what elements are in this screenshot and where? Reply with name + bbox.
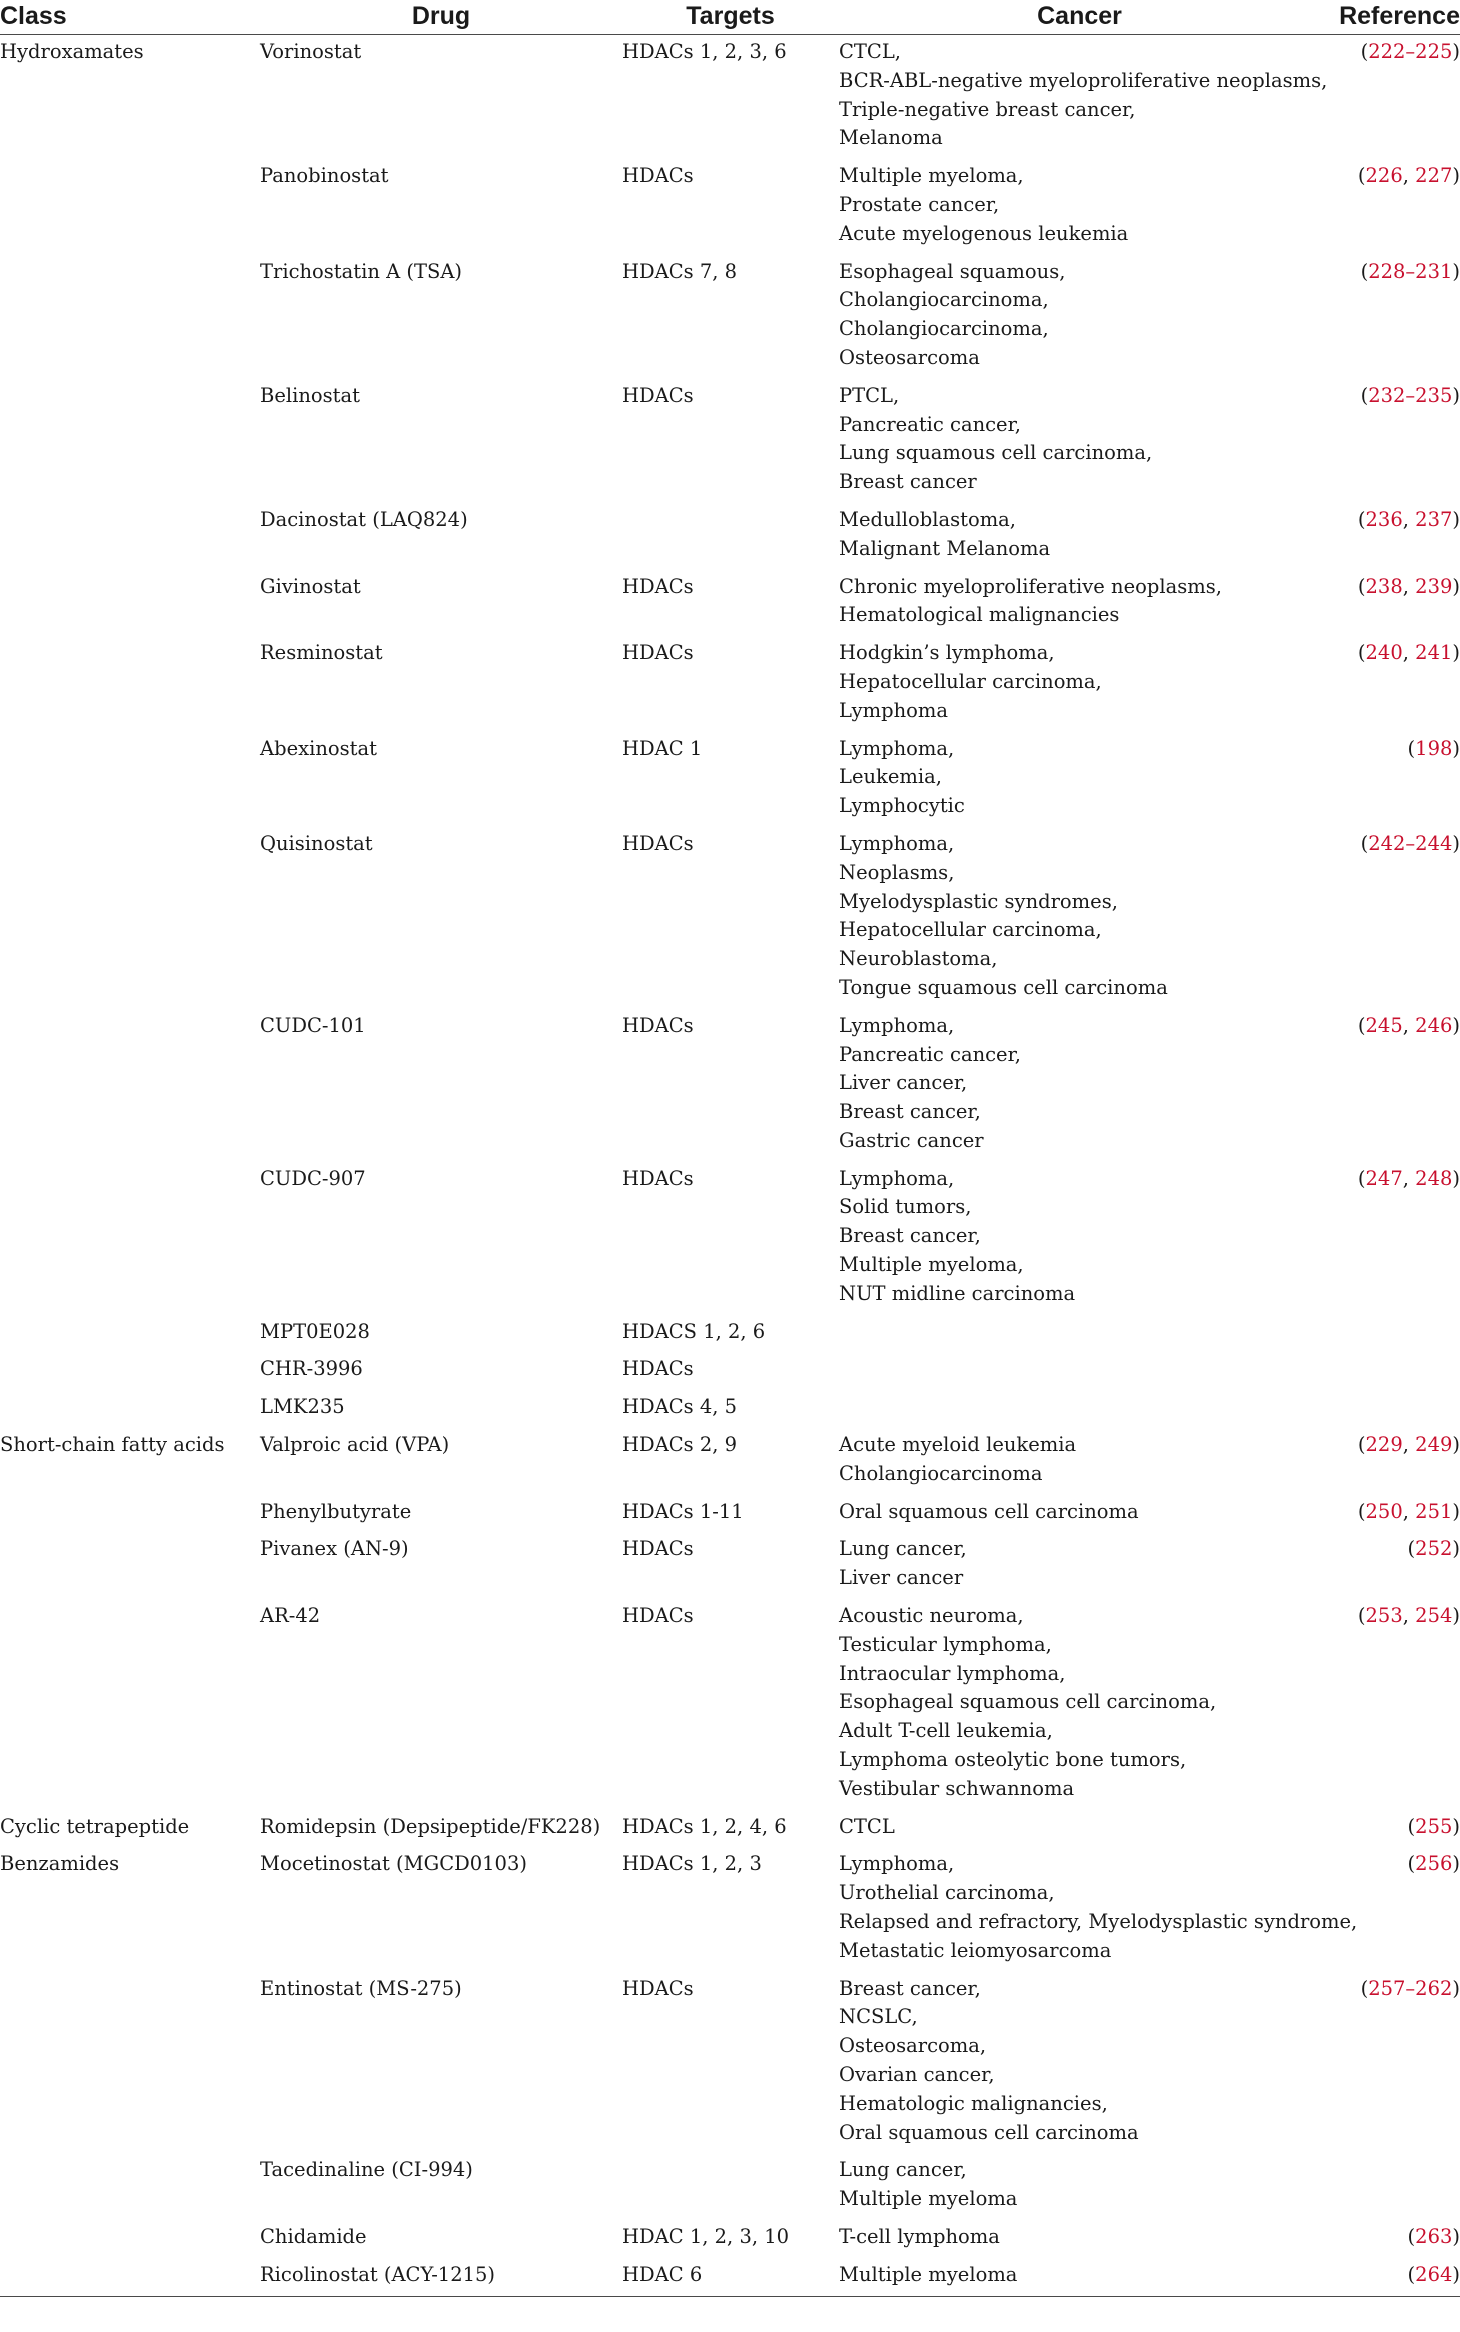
cell-class	[0, 732, 260, 827]
cell-class	[0, 2153, 260, 2220]
reference-close-paren: )	[1452, 641, 1460, 665]
reference-close-paren: )	[1452, 1499, 1460, 1523]
cell-class	[0, 1009, 260, 1162]
cell-cancer	[839, 503, 1320, 570]
reference-link[interactable]: 248	[1415, 1166, 1453, 1190]
cell-cancer	[839, 1009, 1320, 1162]
cell-cancer	[839, 1352, 1320, 1390]
cancer-entry: Tongue squamous cell carcinoma	[839, 975, 1168, 999]
reference-separator: ,	[1402, 1499, 1416, 1523]
cell-cancer	[839, 1532, 1320, 1599]
cell-cancer	[839, 159, 1320, 254]
reference-link[interactable]: 245	[1365, 1013, 1403, 1037]
cancer-entry: Liver cancer	[839, 1566, 964, 1590]
cancer-entry: Oral squamous cell carcinoma	[839, 1499, 1139, 1523]
table-row	[0, 1495, 1460, 1533]
cell-drug: Valproic acid (VPA)	[260, 1433, 450, 1457]
table-row	[0, 1972, 1460, 2154]
reference-close-paren: )	[1452, 259, 1460, 283]
reference-open-paren: (	[1357, 507, 1366, 531]
reference-open-paren: (	[1360, 831, 1369, 855]
cell-targets	[622, 503, 839, 570]
table-row	[0, 732, 1460, 827]
cancer-entry: Breast cancer	[839, 470, 977, 494]
cell-class	[0, 1390, 260, 1428]
cell-class	[0, 2220, 260, 2258]
reference-close-paren: )	[1452, 1604, 1460, 1628]
reference-open-paren: (	[1407, 736, 1416, 760]
table-row	[0, 159, 1460, 254]
cell-cancer	[839, 35, 1328, 160]
cancer-entry: Osteosarcoma,	[839, 2034, 987, 2058]
cell-cancer	[839, 379, 1320, 503]
reference-link[interactable]: 198	[1415, 736, 1453, 760]
reference-open-paren: (	[1407, 2224, 1416, 2248]
cancer-entry: Neoplasms,	[839, 860, 955, 884]
reference-link[interactable]: 246	[1415, 1013, 1453, 1037]
reference-open-paren: (	[1360, 40, 1369, 63]
reference-open-paren: (	[1407, 2262, 1416, 2286]
cell-drug: Resminostat	[260, 641, 383, 665]
cell-targets: HDACs 1, 2, 4, 6	[622, 1814, 787, 1838]
header-class: Class	[0, 0, 260, 35]
cell-drug: Panobinostat	[260, 164, 389, 188]
reference-open-paren: (	[1357, 1166, 1366, 1190]
cancer-entry: Cholangiocarcinoma,	[839, 317, 1049, 341]
cell-targets: HDACS 1, 2, 6	[622, 1319, 766, 1343]
cell-drug: Romidepsin (Depsipeptide/FK228)	[260, 1814, 601, 1838]
cell-drug: CUDC-101	[260, 1013, 366, 1037]
cell-class: Hydroxamates	[0, 40, 144, 63]
cancer-entry: Prostate cancer,	[839, 192, 1000, 216]
cancer-entry: Urothelial carcinoma,	[839, 1881, 1055, 1905]
cell-cancer	[839, 636, 1320, 731]
table-row	[0, 379, 1460, 503]
reference-link[interactable]: 226	[1365, 164, 1403, 188]
cell-class	[0, 1162, 260, 1315]
cancer-entry: Lymphoma,	[839, 736, 955, 760]
cell-class	[0, 503, 260, 570]
cancer-entry: Multiple myeloma,	[839, 1253, 1024, 1277]
table-row	[0, 1390, 1460, 1428]
reference-link[interactable]: 239	[1415, 574, 1453, 598]
cell-reference	[1320, 1810, 1460, 1848]
cell-targets: HDACs	[622, 1604, 694, 1628]
cancer-entry: Oral squamous cell carcinoma	[839, 2120, 1139, 2144]
reference-open-paren: (	[1357, 1604, 1366, 1628]
table-row	[0, 1847, 1460, 1971]
cell-reference	[1320, 1495, 1460, 1533]
cancer-entry: Hodgkin’s lymphoma,	[839, 641, 1055, 665]
cell-reference	[1320, 1390, 1460, 1428]
cancer-entry: Breast cancer,	[839, 1100, 981, 1124]
cancer-entry: Pancreatic cancer,	[839, 412, 1021, 436]
reference-close-paren: )	[1452, 2262, 1460, 2286]
table-row	[0, 255, 1460, 379]
cell-targets	[622, 2153, 839, 2220]
cell-drug: Vorinostat	[260, 40, 362, 63]
table-header	[0, 0, 1460, 35]
cancer-entry: Cholangiocarcinoma	[839, 1461, 1043, 1485]
cell-cancer	[839, 255, 1320, 379]
cell-reference	[1320, 1315, 1460, 1353]
reference-open-paren: (	[1360, 259, 1369, 283]
reference-open-paren: (	[1360, 1976, 1369, 2000]
cell-cancer	[839, 2153, 1320, 2220]
reference-link[interactable]: 227	[1415, 164, 1453, 188]
reference-link[interactable]: 250	[1365, 1499, 1403, 1523]
cell-drug: Tacedinaline (CI-994)	[260, 2158, 473, 2182]
cell-drug: Quisinostat	[260, 831, 373, 855]
cell-targets: HDACs	[622, 1166, 694, 1190]
cell-targets: HDACs 7, 8	[622, 259, 738, 283]
cell-reference	[1320, 2220, 1460, 2258]
table-row	[0, 503, 1460, 570]
cell-class	[0, 1495, 260, 1533]
cell-reference	[1320, 570, 1460, 637]
cell-cancer	[839, 1599, 1320, 1810]
table-row	[0, 827, 1460, 1009]
cell-cancer	[839, 1390, 1320, 1428]
cell-class	[0, 636, 260, 731]
cell-drug: MPT0E028	[260, 1319, 370, 1343]
cell-class: Cyclic tetrapeptide	[0, 1814, 190, 1838]
reference-close-paren: )	[1452, 383, 1460, 407]
table-row	[0, 1599, 1460, 1810]
reference-open-paren: (	[1357, 164, 1366, 188]
cancer-entry: Liver cancer,	[839, 1071, 968, 1095]
cell-reference	[1320, 1162, 1460, 1315]
reference-link[interactable]: 247	[1365, 1166, 1403, 1190]
table-row	[0, 1162, 1460, 1315]
reference-link[interactable]: 229	[1365, 1433, 1403, 1457]
table-row	[0, 570, 1460, 637]
cancer-entry: Pancreatic cancer,	[839, 1042, 1021, 1066]
cell-reference	[1320, 636, 1460, 731]
reference-separator: ,	[1402, 574, 1416, 598]
cell-cancer	[839, 1972, 1320, 2154]
cancer-entry: Hepatocellular carcinoma,	[839, 669, 1102, 693]
cell-drug: Entinostat (MS-275)	[260, 1976, 462, 2000]
cell-cancer	[839, 2220, 1320, 2258]
reference-close-paren: )	[1452, 1537, 1460, 1561]
reference-link[interactable]: 263	[1415, 2224, 1453, 2248]
cancer-entry: Esophageal squamous,	[839, 259, 1066, 283]
reference-link[interactable]: 252	[1415, 1537, 1453, 1561]
cell-reference	[1320, 1599, 1460, 1810]
cell-targets: HDACs 4, 5	[622, 1395, 738, 1419]
cancer-entry: Hematologic malignancies,	[839, 2091, 1108, 2115]
table-row	[0, 2220, 1460, 2258]
cancer-entry: Gastric cancer	[839, 1128, 984, 1152]
reference-separator: ,	[1402, 1166, 1416, 1190]
reference-close-paren: )	[1452, 507, 1460, 531]
reference-link[interactable]: 236	[1365, 507, 1403, 531]
cell-class	[0, 379, 260, 503]
cell-cancer	[839, 1428, 1320, 1495]
cell-targets: HDAC 1, 2, 3, 10	[622, 2224, 790, 2248]
table-row	[0, 2258, 1460, 2296]
reference-link[interactable]: 240	[1365, 641, 1403, 665]
cancer-entry: Multiple myeloma,	[839, 164, 1024, 188]
cell-reference	[1320, 159, 1460, 254]
cancer-entry: Lymphoma,	[839, 1013, 955, 1037]
cell-drug: Belinostat	[260, 383, 360, 407]
reference-separator: ,	[1402, 164, 1416, 188]
cancer-entry: Esophageal squamous cell carcinoma,	[839, 1690, 1217, 1714]
cell-drug: Phenylbutyrate	[260, 1499, 412, 1523]
header-row	[0, 0, 1460, 35]
reference-link[interactable]: 242–244	[1368, 831, 1453, 855]
cell-reference	[1320, 1428, 1460, 1495]
reference-link[interactable]: 253	[1365, 1604, 1403, 1628]
cell-reference	[1320, 1352, 1460, 1390]
cell-drug: Givinostat	[260, 574, 361, 598]
cell-drug: Trichostatin A (TSA)	[260, 259, 463, 283]
cell-reference	[1320, 1532, 1460, 1599]
cancer-entry: CTCL,	[839, 40, 901, 63]
cancer-entry: Relapsed and refractory, Myelodysplastic syndrome,	[839, 1910, 1358, 1934]
cancer-entry: Myelodysplastic syndromes,	[839, 889, 1118, 913]
reference-separator: ,	[1402, 641, 1416, 665]
cancer-entry: Lymphocytic	[839, 794, 965, 818]
reference-open-paren: (	[1407, 1537, 1416, 1561]
reference-link[interactable]: 255	[1415, 1814, 1453, 1838]
cell-drug: Pivanex (AN-9)	[260, 1537, 409, 1561]
cell-class	[0, 1972, 260, 2154]
cancer-entry: BCR-ABL-negative myeloproliferative neoplasms,	[839, 68, 1328, 92]
cell-targets: HDACs	[622, 641, 694, 665]
reference-open-paren: (	[1407, 1852, 1416, 1876]
cancer-entry: Neuroblastoma,	[839, 947, 998, 971]
cancer-entry: Breast cancer,	[839, 1976, 981, 2000]
cancer-entry: Multiple myeloma	[839, 2187, 1018, 2211]
cell-targets: HDACs 1, 2, 3, 6	[622, 40, 787, 63]
cancer-entry: CTCL	[839, 1814, 895, 1838]
cancer-entry: NCSLC,	[839, 2005, 918, 2029]
cell-targets: HDACs	[622, 164, 694, 188]
cell-reference	[1320, 732, 1460, 827]
cancer-entry: Acoustic neuroma,	[839, 1604, 1024, 1628]
cell-targets: HDACs	[622, 831, 694, 855]
cancer-entry: Lung cancer,	[839, 1537, 967, 1561]
cancer-entry: NUT midline carcinoma	[839, 1281, 1076, 1305]
cell-targets: HDACs	[622, 1537, 694, 1561]
header-reference: Reference	[1320, 0, 1460, 35]
reference-link[interactable]: 251	[1415, 1499, 1453, 1523]
header-drug: Drug	[260, 0, 622, 35]
table-row	[0, 1532, 1460, 1599]
reference-separator: ,	[1402, 1604, 1416, 1628]
cell-drug: AR-42	[260, 1604, 321, 1628]
cancer-entry: Lymphoma,	[839, 1852, 955, 1876]
cancer-entry: Lymphoma	[839, 698, 949, 722]
cancer-entry: Melanoma	[839, 126, 943, 150]
cell-cancer	[839, 827, 1320, 1009]
reference-close-paren: )	[1452, 1814, 1460, 1838]
cancer-entry: Acute myelogenous leukemia	[839, 221, 1129, 245]
cell-cancer	[839, 2258, 1320, 2296]
reference-open-paren: (	[1360, 383, 1369, 407]
table-row	[0, 35, 1460, 160]
cell-class	[0, 2258, 260, 2296]
cell-reference	[1320, 35, 1460, 160]
cell-targets: HDAC 1	[622, 736, 703, 760]
cancer-entry: Triple-negative breast cancer,	[839, 97, 1136, 121]
cancer-entry: Breast cancer,	[839, 1224, 981, 1248]
cell-cancer	[839, 1315, 1320, 1353]
reference-link[interactable]: 249	[1415, 1433, 1453, 1457]
reference-link[interactable]: 232–235	[1368, 383, 1453, 407]
reference-link[interactable]: 264	[1415, 2262, 1453, 2286]
reference-close-paren: )	[1452, 1433, 1460, 1457]
table-row	[0, 2153, 1460, 2220]
reference-open-paren: (	[1357, 1433, 1366, 1457]
table-row	[0, 636, 1460, 731]
reference-link[interactable]: 257–262	[1368, 1976, 1453, 2000]
cell-targets: HDACs 2, 9	[622, 1433, 738, 1457]
cancer-entry: Lymphoma,	[839, 1166, 955, 1190]
cell-class	[0, 1315, 260, 1353]
cell-cancer	[839, 1162, 1320, 1315]
cancer-entry: Ovarian cancer,	[839, 2063, 995, 2086]
cell-class	[0, 827, 260, 1009]
cell-class: Short-chain fatty acids	[0, 1433, 225, 1457]
header-cancer: Cancer	[839, 0, 1320, 35]
cancer-entry: Chronic myeloproliferative neoplasms,	[839, 574, 1222, 598]
reference-close-paren: )	[1452, 1013, 1460, 1037]
reference-open-paren: (	[1357, 641, 1366, 665]
reference-separator: ,	[1402, 1433, 1416, 1457]
reference-close-paren: )	[1452, 164, 1460, 188]
reference-link[interactable]: 254	[1415, 1604, 1453, 1628]
cell-cancer	[839, 1495, 1320, 1533]
reference-close-paren: )	[1452, 1852, 1460, 1876]
cell-targets: HDACs	[622, 1013, 694, 1037]
reference-open-paren: (	[1357, 1499, 1366, 1523]
reference-close-paren: )	[1452, 40, 1460, 63]
cell-reference	[1320, 255, 1460, 379]
cell-class: Benzamides	[0, 1852, 120, 1876]
reference-separator: ,	[1402, 1013, 1416, 1037]
cell-class	[0, 1532, 260, 1599]
cell-targets: HDACs	[622, 383, 694, 407]
cell-reference	[1320, 503, 1460, 570]
cell-reference	[1320, 1972, 1460, 2154]
table-row	[0, 1810, 1460, 1848]
table-row	[0, 1315, 1460, 1353]
table-row	[0, 1009, 1460, 1162]
cancer-entry: Acute myeloid leukemia	[839, 1433, 1077, 1457]
cancer-entry: Lung squamous cell carcinoma,	[839, 441, 1153, 465]
cancer-entry: Multiple myeloma	[839, 2262, 1018, 2286]
cell-cancer	[839, 570, 1320, 637]
cell-drug: Ricolinostat (ACY-1215)	[260, 2258, 622, 2296]
cancer-entry: Leukemia,	[839, 765, 942, 789]
cancer-entry: Lung cancer,	[839, 2158, 967, 2182]
cancer-entry: Lymphoma osteolytic bone tumors,	[839, 1748, 1187, 1772]
cancer-entry: Hepatocellular carcinoma,	[839, 918, 1102, 942]
cell-reference	[1320, 1009, 1460, 1162]
cell-drug: Dacinostat (LAQ824)	[260, 507, 468, 531]
reference-open-paren: (	[1357, 1013, 1366, 1037]
reference-open-paren: (	[1357, 574, 1366, 598]
header-targets: Targets	[622, 0, 839, 35]
cancer-entry: Solid tumors,	[839, 1195, 972, 1219]
cell-drug: CUDC-907	[260, 1166, 366, 1190]
cell-cancer	[839, 1847, 1358, 1971]
cancer-entry: Vestibular schwannoma	[839, 1776, 1075, 1800]
cancer-entry: Metastatic leiomyosarcoma	[839, 1938, 1112, 1962]
cancer-entry: Osteosarcoma	[839, 345, 980, 369]
cell-targets: HDACs	[622, 1357, 694, 1381]
reference-close-paren: )	[1452, 2224, 1460, 2248]
reference-open-paren: (	[1407, 1814, 1416, 1838]
reference-link[interactable]: 222–225	[1368, 40, 1453, 63]
reference-close-paren: )	[1452, 831, 1460, 855]
cell-drug: LMK235	[260, 1395, 345, 1419]
table-row	[0, 1428, 1460, 1495]
cell-targets: HDACs	[622, 1976, 694, 2000]
cell-drug: Abexinostat	[260, 736, 377, 760]
cell-drug: Mocetinostat (MGCD0103)	[260, 1852, 527, 1876]
reference-link[interactable]: 256	[1415, 1852, 1453, 1876]
cell-drug: Chidamide	[260, 2224, 367, 2248]
cell-class	[0, 159, 260, 254]
cancer-entry: T-cell lymphoma	[839, 2224, 1000, 2248]
cell-targets: HDAC 6	[622, 2258, 839, 2296]
reference-close-paren: )	[1452, 574, 1460, 598]
cancer-entry: PTCL,	[839, 383, 900, 407]
reference-close-paren: )	[1452, 1976, 1460, 2000]
cell-class	[0, 1352, 260, 1390]
reference-link[interactable]: 228–231	[1368, 259, 1453, 283]
cell-reference	[1320, 827, 1460, 1009]
reference-separator: ,	[1402, 507, 1416, 531]
cancer-entry: Testicular lymphoma,	[839, 1632, 1052, 1656]
reference-link[interactable]: 238	[1365, 574, 1403, 598]
cell-targets: HDACs 1, 2, 3	[622, 1852, 762, 1876]
cell-reference	[1320, 2153, 1460, 2220]
table-row	[0, 1352, 1460, 1390]
cell-targets: HDACs	[622, 574, 694, 598]
cancer-entry: Hematological malignancies	[839, 603, 1120, 627]
cell-reference	[1320, 379, 1460, 503]
cell-class	[0, 1599, 260, 1810]
cell-class	[0, 570, 260, 637]
cancer-entry: Lymphoma,	[839, 831, 955, 855]
cancer-entry: Adult T-cell leukemia,	[839, 1719, 1053, 1743]
reference-close-paren: )	[1452, 736, 1460, 760]
reference-link[interactable]: 241	[1415, 641, 1453, 665]
cell-class	[0, 255, 260, 379]
reference-close-paren: )	[1452, 1166, 1460, 1190]
cell-targets: HDACs 1-11	[622, 1499, 744, 1523]
cancer-entry: Cholangiocarcinoma,	[839, 288, 1049, 312]
cancer-entry: Intraocular lymphoma,	[839, 1661, 1066, 1685]
cell-reference	[1320, 2258, 1460, 2296]
cell-drug: CHR-3996	[260, 1357, 363, 1381]
cancer-entry: Medulloblastoma,	[839, 507, 1017, 531]
cell-cancer	[839, 732, 1320, 827]
reference-link[interactable]: 237	[1415, 507, 1453, 531]
cancer-entry: Malignant Melanoma	[839, 536, 1051, 560]
cell-cancer	[839, 1810, 1320, 1848]
table-body	[0, 35, 1460, 2297]
